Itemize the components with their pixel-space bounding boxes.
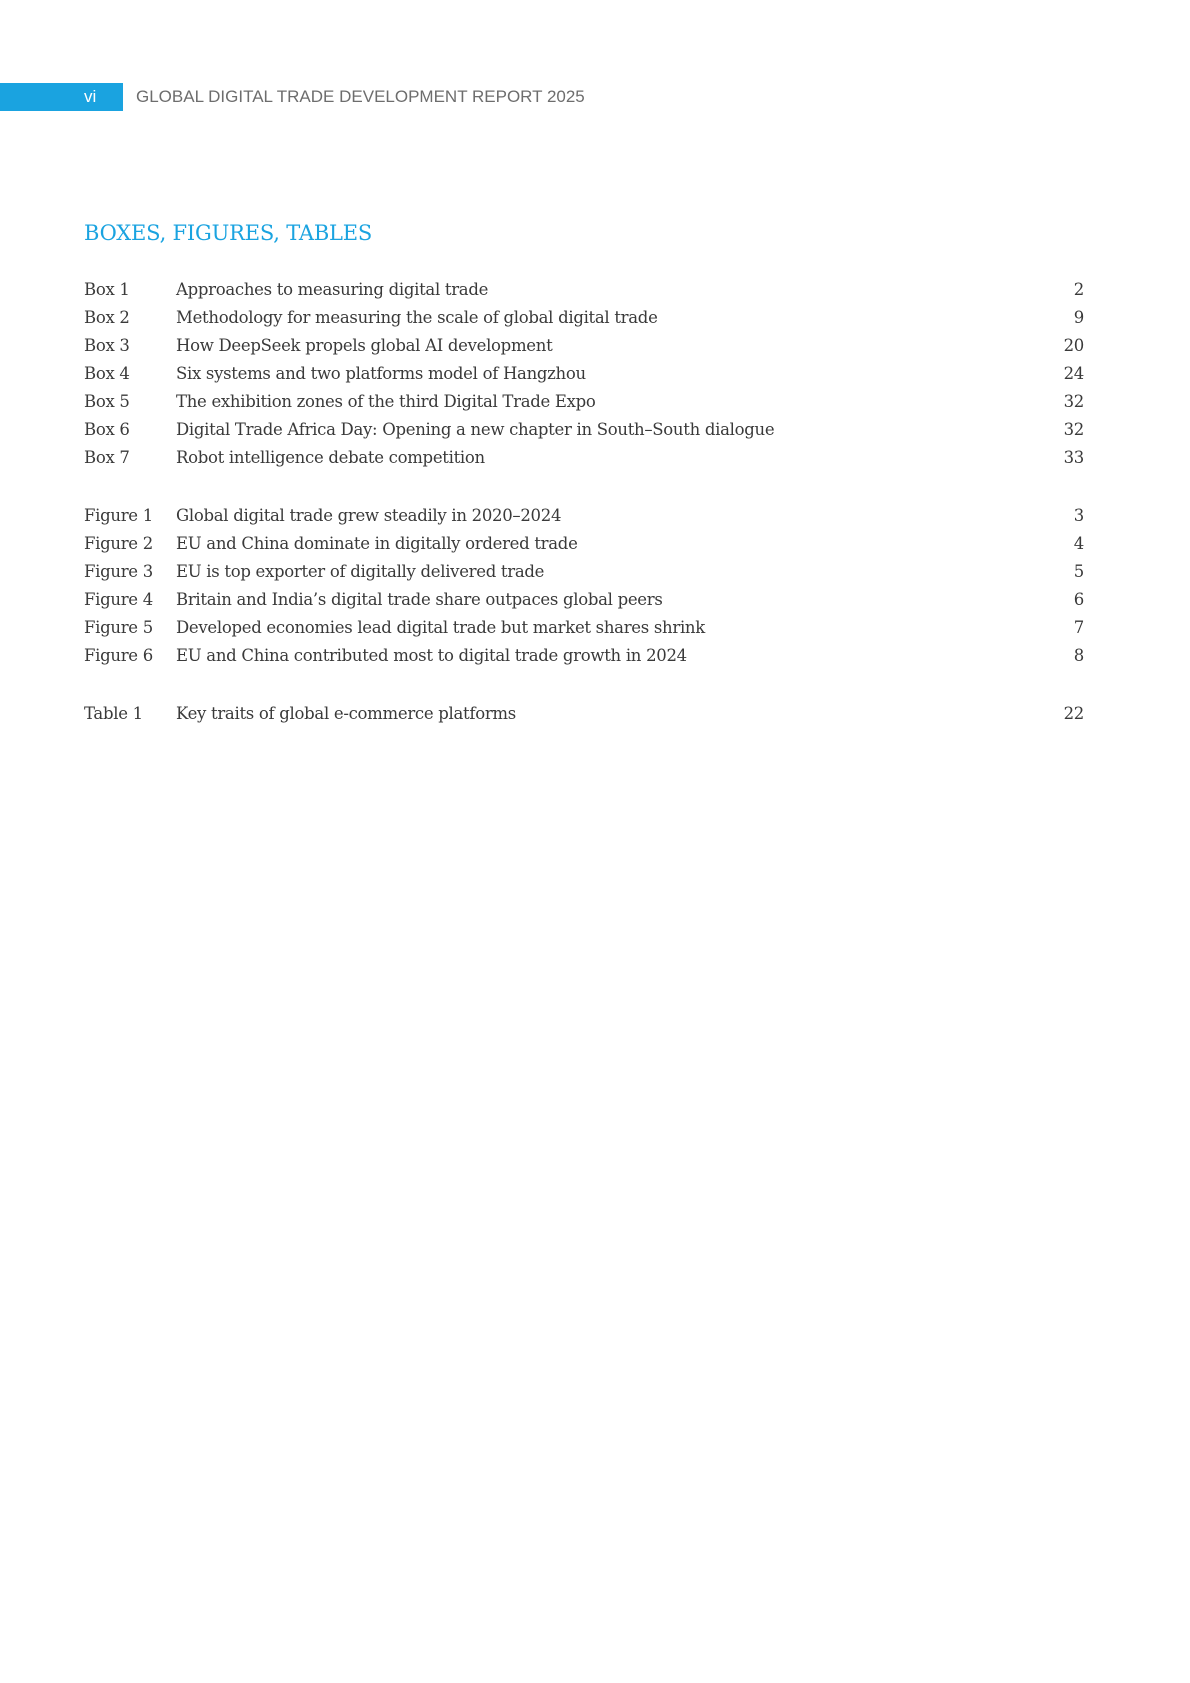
figure-entry-label: Figure 6: [84, 646, 153, 665]
box-entry-label: Box 2: [84, 308, 130, 327]
box-entry-label: Box 3: [84, 336, 130, 355]
table-entry-page: 22: [1063, 704, 1084, 723]
box-entry-page: 33: [1063, 448, 1084, 467]
box-entry-title: Six systems and two platforms model of Hangzhou: [176, 364, 586, 383]
figure-entry-title: Global digital trade grew steadily in 2020–2024: [176, 506, 562, 525]
page-header: [0, 83, 700, 111]
table-entry-label: Table 1: [84, 704, 143, 723]
box-entry[interactable]: [84, 388, 1084, 416]
page-number: vi: [84, 87, 97, 106]
figure-entry-title: Britain and India’s digital trade share outpaces global peers: [176, 590, 663, 609]
box-entry[interactable]: [84, 304, 1084, 332]
figure-entry-label: Figure 5: [84, 618, 153, 637]
running-title: GLOBAL DIGITAL TRADE DEVELOPMENT REPORT 2025: [136, 87, 585, 106]
figure-entry-page: 5: [1073, 562, 1084, 581]
section-title: BOXES, FIGURES, TABLES: [84, 221, 373, 245]
figures-list: [84, 502, 1084, 670]
box-entry-page: 2: [1073, 280, 1084, 299]
figure-entry-label: Figure 2: [84, 534, 153, 553]
box-entry-page: 32: [1063, 420, 1084, 439]
box-entry[interactable]: [84, 276, 1084, 304]
box-entry-page: 9: [1073, 308, 1084, 327]
box-entry-label: Box 1: [84, 280, 130, 299]
figure-entry-page: 8: [1073, 646, 1084, 665]
box-entry-page: 20: [1063, 336, 1084, 355]
box-entry-label: Box 6: [84, 420, 130, 439]
figure-entry-page: 7: [1073, 618, 1084, 637]
figure-entry[interactable]: [84, 586, 1084, 614]
figure-entry[interactable]: [84, 530, 1084, 558]
figure-entry-title: Developed economies lead digital trade but market shares shrink: [176, 618, 705, 637]
box-entry[interactable]: [84, 360, 1084, 388]
figure-entry-label: Figure 4: [84, 590, 153, 609]
figure-entry-page: 3: [1073, 506, 1084, 525]
page-number-tab: [0, 83, 123, 111]
figure-entry[interactable]: [84, 642, 1084, 670]
figure-entry[interactable]: [84, 558, 1084, 586]
figure-entry-label: Figure 3: [84, 562, 153, 581]
box-entry-title: Digital Trade Africa Day: Opening a new chapter in South–South dialogue: [176, 420, 775, 439]
figure-entry-page: 6: [1073, 590, 1084, 609]
box-entry-page: 24: [1063, 364, 1084, 383]
box-entry-title: How DeepSeek propels global AI development: [176, 336, 553, 355]
box-entry-label: Box 7: [84, 448, 130, 467]
box-entry[interactable]: [84, 416, 1084, 444]
tables-list: [84, 700, 1084, 728]
box-entry-page: 32: [1063, 392, 1084, 411]
box-entry-title: Robot intelligence debate competition: [176, 448, 485, 467]
table-entry[interactable]: [84, 700, 1084, 728]
box-entry-label: Box 4: [84, 364, 130, 383]
figure-entry-page: 4: [1073, 534, 1084, 553]
figure-entry[interactable]: [84, 502, 1084, 530]
box-entry-label: Box 5: [84, 392, 130, 411]
box-entry-title: The exhibition zones of the third Digital Trade Expo: [176, 392, 596, 411]
box-entry-title: Methodology for measuring the scale of global digital trade: [176, 308, 658, 327]
box-entry[interactable]: [84, 332, 1084, 360]
figure-entry-title: EU and China dominate in digitally ordered trade: [176, 534, 578, 553]
box-entry-title: Approaches to measuring digital trade: [176, 280, 489, 299]
figure-entry-label: Figure 1: [84, 506, 153, 525]
table-entry-title: Key traits of global e-commerce platforms: [176, 704, 516, 723]
boxes-list: [84, 276, 1084, 472]
box-entry[interactable]: [84, 444, 1084, 472]
figure-entry-title: EU and China contributed most to digital trade growth in 2024: [176, 646, 687, 665]
figure-entry[interactable]: [84, 614, 1084, 642]
figure-entry-title: EU is top exporter of digitally delivered trade: [176, 562, 545, 581]
